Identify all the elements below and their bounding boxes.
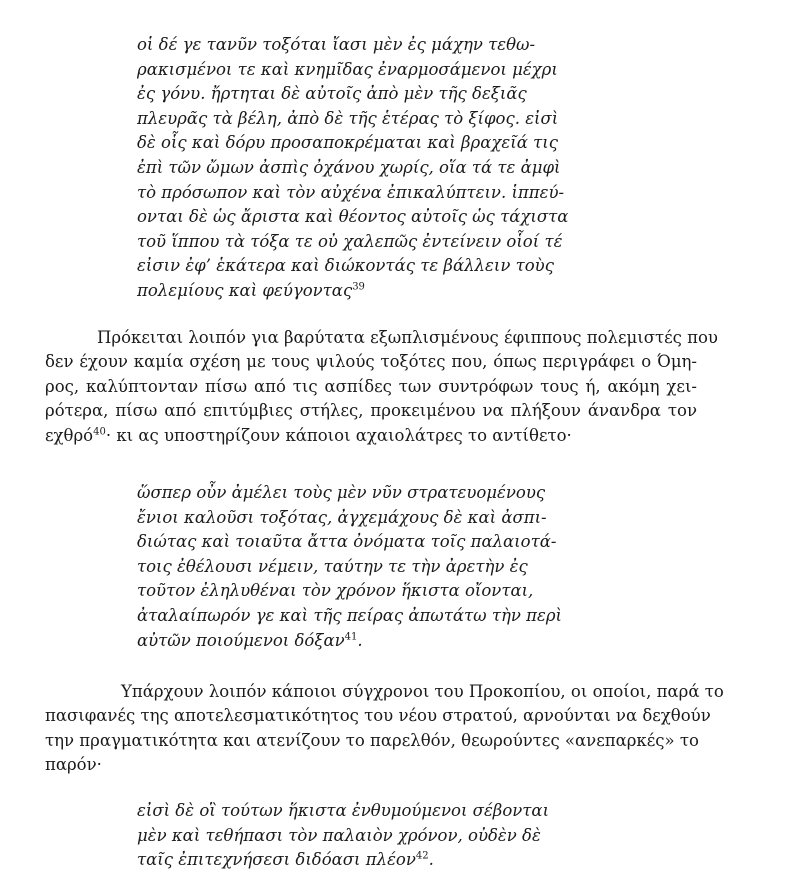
quote-line: εἰσιν ἐφ’ ἑκάτερα καὶ διώκοντάς τε βάλλειν τοὺς [137,256,554,276]
greek-quote-1 [137,33,569,304]
quote-line: αὐτῶν ποιούμενοι δόξαν$^{41}$. [137,630,363,650]
quote-line: ἐπὶ τῶν ὤμων ἀσπὶς ὀχάνου χωρίς, οἵα τά τε ἀμφὶ [137,157,561,177]
paragraph-line: την πραγματικότητα και ατενίζουν το παρελθόν, θεωρούντες «ανεπαρκές» το [45,730,699,750]
quote-line [137,279,557,304]
quote-line: πλευρᾶς τὰ βέλη, ἀπὸ δὲ τῆς ἑτέρας τὸ ξίφος. εἰσὶ [137,108,559,128]
paragraph-line: εχθρό$^{40}$· κι ας υποστηρίζουν κάποιοι αχαιολάτρες το αντίθετο· [45,425,572,445]
quote-line: τοις ἐθέλουσι νέμειν, ταύτην τε τὴν ἀρετὴν ἐς [137,556,528,576]
paragraph-line: πασιφανές της αποτελεσματικότητος του νέου στρατού, αρνούνται να δεχθούν [45,706,711,726]
greek-quote-2 [137,481,563,653]
quote-text: πολεμίους καὶ φεύγοντας [137,280,353,300]
paragraph-line: δεν έχουν καμία σχέση με τους ψιλούς τοξότες που, όπως περιγράφει ο Όμη- [45,352,697,372]
paragraph-line: ρος, καλύπτονταν πίσω από τις ασπίδες των συντρόφων τους ή, ακόμη χει- [45,376,697,396]
greek-quote-3 [137,799,557,873]
body-paragraph-2 [45,680,724,778]
body-paragraph-1 [45,326,718,448]
quote-line: ρακισμένοι τε καὶ κνημῖδας ἐναρμοσάμενοι μέχρι [137,59,558,79]
quote-line: ταῖς ἐπιτεχνήσεσι διδόασι πλέον$^{42}$. [137,850,434,870]
footnote-marker[interactable]: 39 [352,281,365,293]
quote-line: τὸ πρόσωπον καὶ τὸν αὐχένα ἐπικαλύπτειν. ἱππεύ- [137,182,565,202]
quote-line: ονται δὲ ὡς ἄριστα καὶ θέοντος αὐτοῖς ὡς τάχιστα [137,207,569,227]
paragraph-line: Υπάρχουν λοιπόν κάποιοι σύγχρονοι του Προκοπίου, οι οποίοι, παρά το [121,682,724,701]
footnote-marker[interactable]: 42 [415,850,429,862]
quote-line: ἔνιοι καλοῦσι τοξότας, ἀγχεμάχους δὲ καὶ ἀσπι- [137,507,547,527]
paragraph-line: παρόν· [45,755,102,775]
quote-line: ὥσπερ οὖν ἀμέλει τοὺς μὲν νῦν στρατευομένους [137,483,546,502]
quote-line: οἱ δέ γε τανῦν τοξόται ἴασι μὲν ἐς μάχην τεθω- [137,35,536,54]
quote-line: μὲν καὶ τεθήπασι τὸν παλαιὸν χρόνον, οὐδὲν δὲ [137,825,541,845]
quote-line: τοῦτον ἐληλυθέναι τὸν χρόνον ἥκιστα οἴονται, [137,581,534,601]
paragraph-line: Πρόκειται λοιπόν για βαρύτατα εξωπλισμένους έφιππους πολεμιστές που [97,328,718,347]
paragraph-line: ρότερα, πίσω από επιτύμβιες στήλες, προκειμένου να πλήξουν άνανδρα τον [45,401,697,421]
quote-line: εἰσὶ δὲ οἳ τούτων ἥκιστα ἐνθυμούμενοι σέβονται [137,801,550,820]
quote-line: διώτας καὶ τοιαῦτα ἄττα ὀνόματα τοῖς παλαιοτά- [137,532,557,552]
quote-line: ἐς γόνυ. ἤρτηται δὲ αὐτοῖς ἀπὸ μὲν τῆς δεξιᾶς [137,84,527,104]
quote-line: ἀταλαίπωρόν γε καὶ τῆς πείρας ἀπωτάτω τὴν περὶ [137,605,563,625]
footnote-marker[interactable]: 40 [93,426,106,438]
quote-line: δὲ οἷς καὶ δόρυ προσαποκρέμαται καὶ βραχεῖά τις [137,133,558,153]
footnote-marker[interactable]: 41 [344,631,358,643]
quote-line: τοῦ ἵππου τὰ τόξα τε οὐ χαλεπῶς ἐντείνειν οἷοί τέ [137,231,563,251]
